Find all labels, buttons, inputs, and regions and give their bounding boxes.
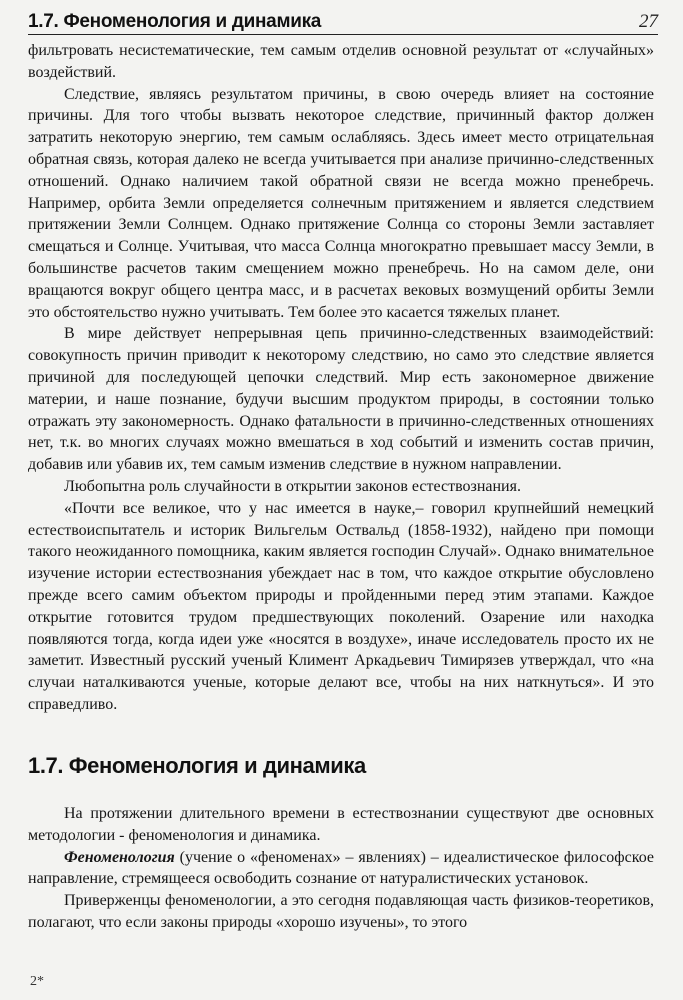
running-header bbox=[28, 10, 658, 35]
paragraph: Следствие, являясь результатом причины, в свою очередь влияет на состояние причины. Для того чтобы вызвать некоторое следствие, причинный фактор должен затратить некоторую энергию, тем самым ослабляясь. Здесь имеет место отрицательная обратная связь, которая далеко не всегда учитывается при анализе причинно-следственных отношений. Однако наличием такой обратной связи не всегда можно пренебречь. Например, орбита Земли определяется солнечным притяжением и является следствием притяжении Земли Солнцем. Однако притяжение Солнца со стороны Земли заставляет смещаться и Солнце. Учитывая, что масса Солнца многократно превышает массу Земли, в большинстве расчетов таким смещением можно пренебречь. Но на самом деле, они вращаются вокруг общего центра масс, и в расчетах вековых возмущений орбиты Земли это обстоятельство нужно учитывать. Тем более это касается тяжелых планет. bbox=[28, 85, 654, 321]
definition-text: (учение о «феноменах» – явлениях) – идеалистическое философское направление, стремящееся освободить сознание от натуралистических установок. bbox=[28, 848, 654, 888]
paragraph: На протяжении длительного времени в естествознании существуют две основных методологии - феноменология и динамика. bbox=[28, 805, 654, 844]
running-title: 1.7. Феноменология и динамика bbox=[28, 11, 322, 32]
body-text-top bbox=[28, 40, 654, 716]
paragraph: Любопытна роль случайности в открытии законов естествознания. bbox=[64, 477, 521, 495]
paragraph: В мире действует непрерывная цепь причинно-следственных взаимодействий: совокупность причин приводит к некоторому следствию, но само это следствие является причиной для последующей цепочки следствий. Мир есть закономерное движение материи, и наше познание, будучи высшим продуктом природы, в состоянии только отражать эту закономерность. Однако фатальности в причинно-следственных отношениях нет, т.к. во многих случаях можно вмешаться в ход событий и изменить состав причин, добавив или убавив их, тем самым изменив следствие в нужном направлении. bbox=[28, 325, 654, 474]
paragraph: фильтровать несистематические, тем самым отделив основной результат от «случайных» воздействий. bbox=[28, 42, 654, 81]
defined-term: Феноменология bbox=[64, 848, 175, 866]
page-number: 27 bbox=[639, 11, 658, 32]
paragraph: «Почти все великое, что у нас имеется в науке,– говорил крупнейший немецкий естествоиспытатель и историк Вильгельм Оствальд (1858-1932), найдено при помощи такого неожиданного помощника, каким является господин Случай». Однако внимательное изучение истории естествознания убеждает нас в том, что каждое открытие обусловлено прежде всего самим объектом природы и пройденными перед этим этапами. Каждое открытие готовится трудом предшествующих поколений. Озарение или находка появляются тогда, когда идеи уже «носятся в воздухе», иначе исследователь просто их не заметит. Известный русский ученый Климент Аркадьевич Тимирязев утверждал, что «на случаи наталкиваются ученые, которые делают все, чтобы на них наткнуться». И это справедливо. bbox=[28, 499, 654, 713]
signature-mark: 2* bbox=[30, 974, 44, 989]
body-text-bottom bbox=[28, 803, 654, 934]
paragraph: Приверженцы феноменологии, а это сегодня подавляющая часть физиков-теоретиков, полагают, что если законы природы «хорошо изучены», то этого bbox=[28, 892, 654, 931]
section-heading: 1.7. Феноменология и динамика bbox=[28, 753, 366, 778]
paragraph-definition bbox=[28, 847, 654, 891]
